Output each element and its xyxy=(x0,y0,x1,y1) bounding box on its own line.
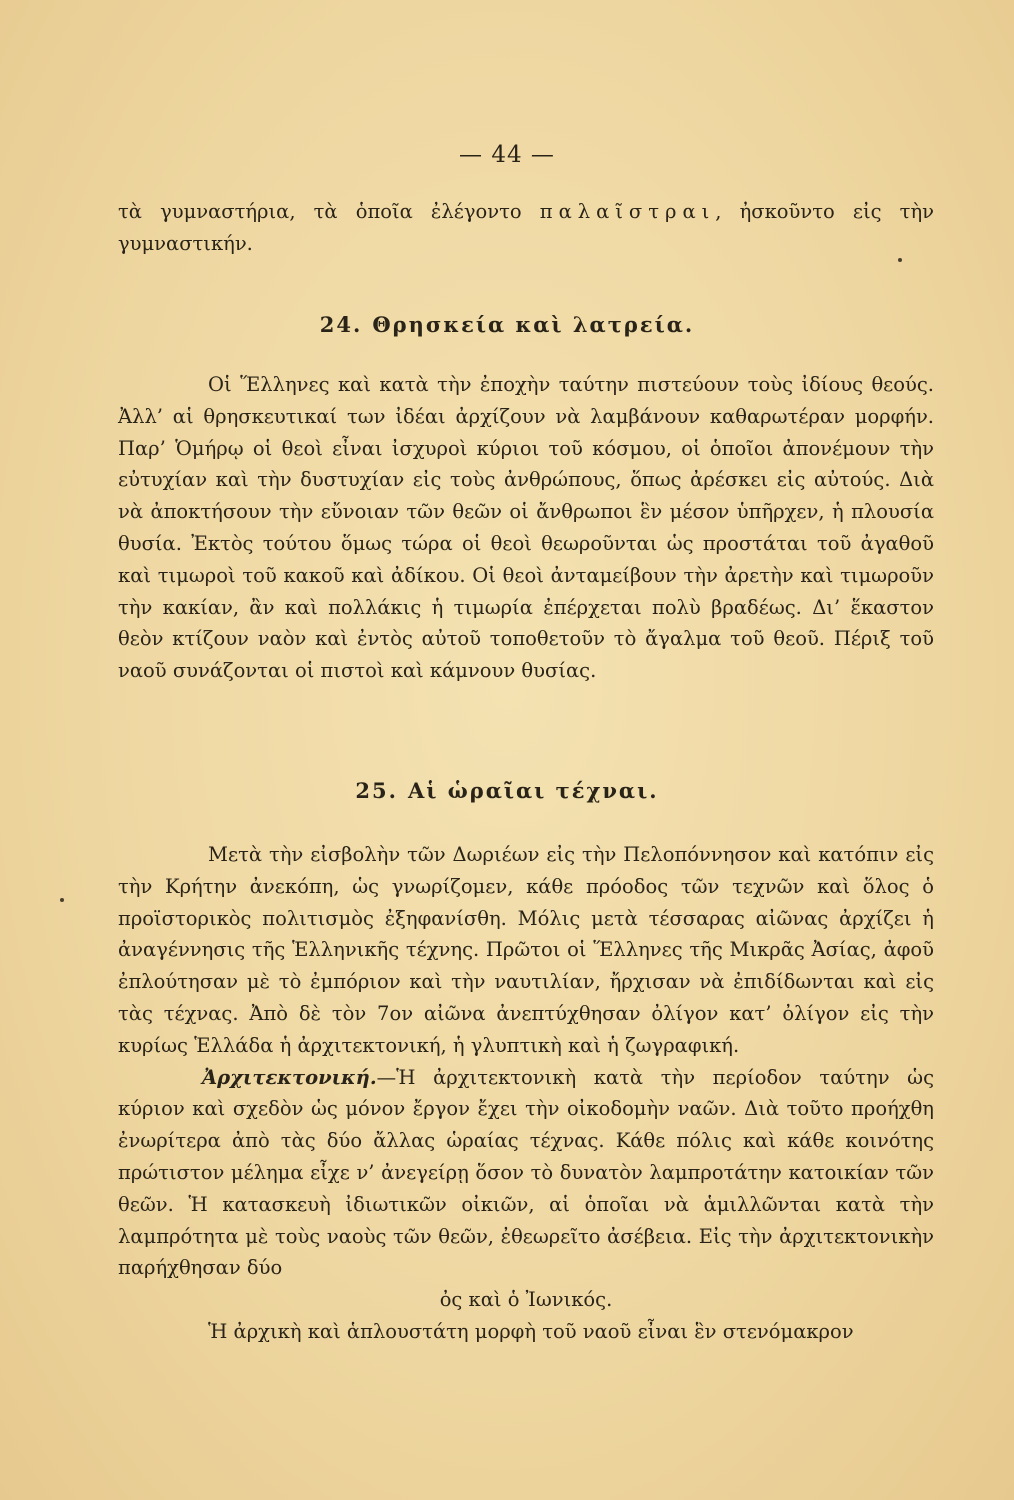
section-25-paragraph-3: Ἡ ἀρχικὴ καὶ ἁπλουστάτη μορφὴ τοῦ ναοῦ εἶναι ἓν στενόμακρον xyxy=(208,1319,854,1343)
section-24-title: Θρησκεία καὶ λατρεία. xyxy=(372,312,695,337)
ink-dot xyxy=(60,898,64,902)
section-24-heading xyxy=(0,312,1014,337)
section-25-number: 25. xyxy=(355,778,398,803)
section-25-paragraph-1: Μετὰ τὴν εἰσβολὴν τῶν Δωριέων εἰς τὴν Πελοπόννησον καὶ κατόπιν εἰς τὴν Κρήτην ἀνεκόπη, ὡς γνωρίζομεν, κάθε πρόοδος τῶν τεχνῶν καὶ ὅλος ὁ προϊστορικὸς πολιτισμὸς ἐξηφανίσθη. Μόλις μετὰ τέσσαρας αἰῶνας ἀρχίζει ἡ ἀναγέννησις τῆς Ἑλληνικῆς τέχνης. Πρῶτοι οἱ Ἕλληνες τῆς Μικρᾶς Ἀσίας, ἀφοῦ ἐπλούτησαν μὲ τὸ ἐμπόριον καὶ τὴν ναυτιλίαν, ἤρχισαν νὰ ἐπιδίδωνται καὶ εἰς τὰς τέχνας. Ἀπὸ δὲ τὸν 7ον αἰῶνα ἀνεπτύχθησαν ὀλίγον κατ’ ὀλίγον εἰς τὴν κυρίως Ἑλλάδα ἡ ἀρχιτεκτονική, ἡ γλυπτικὴ καὶ ἡ ζωγραφική. xyxy=(118,843,934,1057)
section-25-paragraph-2: —Ἡ ἀρχιτεκτονικὴ κατὰ τὴν περίοδον ταύτην ὡς κύριον καὶ σχεδὸν ὡς μόνον ἔργον ἔχει τὴν οἰκοδομὴν ναῶν. Διὰ τοῦτο προήχθη ἐνωρίτερα ἀπὸ τὰς δύο ἄλλας ὡραίας τέχνας. Κάθε πόλις καὶ κάθε κοινότης πρώτιστον μέλημα εἶχε ν’ ἀνεγείρῃ ὅσον τὸ δυνατὸν λαμπροτάτην κατοικίαν τῶν θεῶν. Ἡ κατασκευὴ ἰδιωτικῶν οἰκιῶν, αἱ ὁποῖαι νὰ ἁμιλλῶνται κατὰ τὴν λαμπρότητα μὲ τοὺς ναοὺς τῶν θεῶν, ἐθεωρεῖτο ἀσέβεια. Εἰς τὴν ἀρχιτεκτονικὴν παρήχθησαν δύο xyxy=(118,1065,934,1280)
section-24-number: 24. xyxy=(319,312,363,337)
section-25-body xyxy=(118,839,934,1348)
section-25-heading xyxy=(0,778,1014,803)
architecture-term: Ἀρχιτεκτονική. xyxy=(202,1065,377,1089)
section-25-title: Αἱ ὡραῖαι τέχναι. xyxy=(407,778,659,803)
section-24-body xyxy=(118,369,934,687)
page-number: — 44 — xyxy=(459,142,555,168)
section-24-paragraph: Οἱ Ἕλληνες καὶ κατὰ τὴν ἐποχὴν ταύτην πιστεύουν τοὺς ἰδίους θεούς. Ἀλλ’ αἱ θρησκευτικαί των ἰδέαι ἀρχίζουν νὰ λαμβάνουν καθαρωτέραν μορφήν. Παρ’ Ὁμήρῳ οἱ θεοὶ εἶναι ἰσχυροὶ κύριοι τοῦ κόσμου, οἱ ὁποῖοι ἀπονέμουν τὴν εὐτυχίαν καὶ τὴν δυστυχίαν εἰς τοὺς ἀνθρώπους, ὅπως ἀρέσκει εἰς αὐτούς. Διὰ νὰ ἀποκτήσουν τὴν εὔνοιαν τῶν θεῶν οἱ ἄνθρωποι ἓν μέσον ὑπῆρχεν, ἡ πλουσία θυσία. Ἐκτὸς τούτου ὅμως τώρα οἱ θεοὶ θεωροῦνται ὡς προστάται τοῦ ἀγαθοῦ καὶ τιμωροὶ τοῦ κακοῦ καὶ ἀδίκου. Οἱ θεοὶ ἀνταμείβουν τὴν ἀρετὴν καὶ τιμωροῦν τὴν κακίαν, ἂν καὶ πολλάκις ἡ τιμωρία ἐπέρχεται πολὺ βραδέως. Δι’ ἕκαστον θεὸν κτίζουν ναὸν καὶ ἐντὸς αὐτοῦ τοποθετοῦν τὸ ἄγαλμα τοῦ θεοῦ. Πέριξ τοῦ ναοῦ συνάζονται οἱ πιστοὶ καὶ κάμνουν θυσίας. xyxy=(118,373,934,683)
top-text-after: , ἠσκοῦντο εἰς τὴν γυμναστικήν. xyxy=(118,200,934,255)
top-text-before: τὰ γυμναστήρια, τὰ ὁποῖα ἐλέγοντο xyxy=(118,200,540,223)
section-25-paragraph-2-end: ὀς καὶ ὁ Ἰωνικός. xyxy=(439,1288,613,1312)
top-paragraph xyxy=(118,196,934,260)
top-spaced-word: παλαῖστραι xyxy=(539,200,716,223)
ink-dot xyxy=(898,258,902,262)
